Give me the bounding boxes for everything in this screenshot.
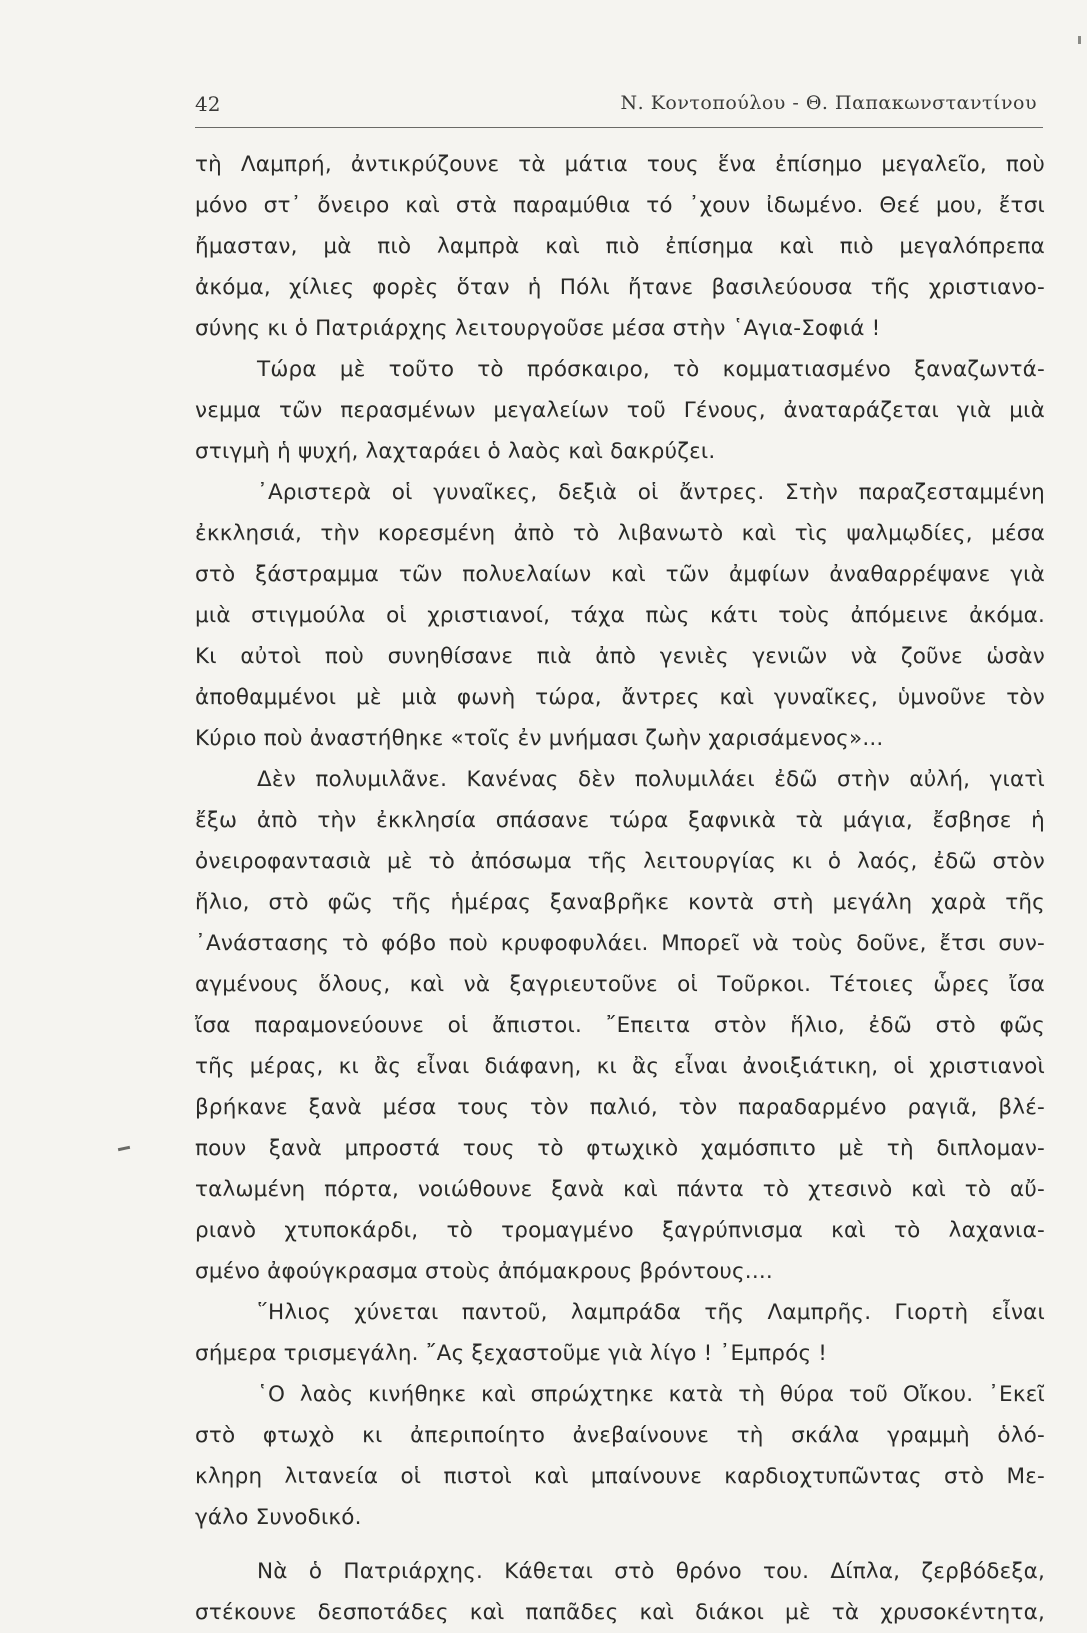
text-line: ριανὸ χτυποκάρδι, τὸ τρομαγμένο ξαγρύπνισμα καὶ τὸ λαχανια- [195,1218,1045,1243]
text-line: κληρη λιτανεία οἱ πιστοὶ καὶ μπαίνουνε καρδιοχτυπῶντας στὸ Με- [195,1464,1045,1489]
text-line: στὸ φτωχὸ κι ἀπεριποίητο ἀνεβαίνουνε τὴ σκάλα γραμμὴ ὁλό- [195,1423,1045,1448]
text-line: νεμμα τῶν περασμένων μεγαλείων τοῦ Γένους, ἀναταράζεται γιὰ μιὰ [195,398,1045,423]
text-line: στιγμὴ ἡ ψυχή, λαχταράει ὁ λαὸς καὶ δακρύζει. [195,439,716,464]
text-line: σήμερα τρισμεγάλη. ῎Ας ξεχαστοῦμε γιὰ λίγο ! ᾽Εμπρός ! [195,1341,828,1366]
text-line: ἥλιο, στὸ φῶς τῆς ἡμέρας ξαναβρῆκε κοντὰ στὴ μεγάλη χαρὰ τῆς [195,890,1045,915]
text-line: Δὲν πολυμιλᾶνε. Κανένας δὲν πολυμιλάει ἐδῶ στὴν αὐλή, γιατὶ [257,767,1045,792]
text-line: Τώρα μὲ τοῦτο τὸ πρόσκαιρο, τὸ κομματιασμένο ξαναζωντά- [257,357,1045,382]
text-line: ἔξω ἀπὸ τὴν ἐκκλησία σπάσανε τώρα ξαφνικὰ τὰ μάγια, ἔσβησε ἡ [195,808,1045,833]
text-line: Κύριο ποὺ ἀναστήθηκε «τοῖς ἐν μνήμασι ζωὴν χαρισάμενος»... [195,726,884,751]
text-line: τὴ Λαμπρή, ἀντικρύζουνε τὰ μάτια τους ἕνα ἐπίσημο μεγαλεῖο, ποὺ [195,152,1045,177]
running-head [195,92,1045,122]
text-line: ταλωμένη πόρτα, νοιώθουνε ξανὰ καὶ πάντα τὸ χτεσινὸ καὶ τὸ αὔ- [195,1177,1045,1202]
text-line: ᾽Αριστερὰ οἱ γυναῖκες, δεξιὰ οἱ ἄντρες. Στὴν παραζεσταμμένη [257,480,1045,505]
text-line: στὸ ξάστραμμα τῶν πολυελαίων καὶ τῶν ἀμφίων ἀναθαρρέψανε γιὰ [195,562,1045,587]
text-line: γάλο Συνοδικό. [195,1505,362,1530]
text-line: ῞Ηλιος χύνεται παντοῦ, λαμπράδα τῆς Λαμπρῆς. Γιορτὴ εἶναι [257,1300,1045,1325]
page-number: 42 [195,92,221,116]
header-rule [195,127,1043,128]
text-line: ῾Ο λαὸς κινήθηκε καὶ σπρώχτηκε κατὰ τὴ θύρα τοῦ Οἴκου. ᾽Εκεῖ [257,1382,1045,1407]
text-line: πουν ξανὰ μπροστά τους τὸ φτωχικὸ χαμόσπιτο μὲ τὴ διπλομαν- [195,1136,1045,1161]
scan-speck [1078,36,1081,44]
text-line: Κι αὐτοὶ ποὺ συνηθίσανε πιὰ ἀπὸ γενιὲς γενιῶν νὰ ζοῦνε ὡσὰν [195,644,1045,669]
margin-mark [118,1146,130,1151]
body-text [195,144,1045,1633]
text-line: τῆς μέρας, κι ἂς εἶναι διάφανη, κι ἂς εἶναι ἀνοιξιάτικη, οἱ χριστιανοὶ [195,1054,1045,1079]
text-line: σύνης κι ὁ Πατριάρχης λειτουργοῦσε μέσα στὴν ῾Αγια-Σοφιά ! [195,316,881,341]
header-authors: Ν. Κοντοπούλου - Θ. Παπακωνσταντίνου [620,92,1037,114]
text-line: ἀκόμα, χίλιες φορὲς ὅταν ἡ Πόλι ἤτανε βασιλεύουσα τῆς χριστιανο- [195,275,1045,300]
text-line: μόνο στ᾽ ὄνειρο καὶ στὰ παραμύθια τό ᾽χουν ἰδωμένο. Θεέ μου, ἔτσι [195,193,1045,218]
paragraph-gap [195,1538,1045,1551]
text-line: σμένο ἀφούγκρασμα στοὺς ἀπόμακρους βρόντους.... [195,1259,773,1284]
text-line: μιὰ στιγμούλα οἱ χριστιανοί, τάχα πὼς κάτι τοὺς ἀπόμεινε ἀκόμα. [195,603,1045,628]
text-line: ἤμασταν, μὰ πιὸ λαμπρὰ καὶ πιὸ ἐπίσημα καὶ πιὸ μεγαλόπρεπα [195,234,1045,259]
text-line: βρήκανε ξανὰ μέσα τους τὸν παλιό, τὸν παραδαρμένο ραγιᾶ, βλέ- [195,1095,1045,1120]
text-line: στέκουνε δεσποτάδες καὶ παπᾶδες καὶ διάκοι μὲ τὰ χρυσοκέντητα, [195,1600,1045,1625]
text-line: Νὰ ὁ Πατριάρχης. Κάθεται στὸ θρόνο του. Δίπλα, ζερβόδεξα, [257,1559,1045,1584]
text-line: ἐκκλησιά, τὴν κορεσμένη ἀπὸ τὸ λιβανωτὸ καὶ τὶς ψαλμῳδίες, μέσα [195,521,1045,546]
text-line: ὀνειροφαντασιὰ μὲ τὸ ἀπόσωμα τῆς λειτουργίας κι ὁ λαός, ἐδῶ στὸν [195,849,1045,874]
text-line: ἴσα παραμονεύουνε οἱ ἄπιστοι. ῎Επειτα στὸν ἥλιο, ἐδῶ στὸ φῶς [195,1013,1045,1038]
text-line: αγμένους ὅλους, καὶ νὰ ξαγριευτοῦνε οἱ Τοῦρκοι. Τέτοιες ὧρες ἴσα [195,972,1045,997]
text-line: ᾽Ανάστασης τὸ φόβο ποὺ κρυφοφυλάει. Μπορεῖ νὰ τοὺς δοῦνε, ἔτσι συν- [195,931,1045,956]
text-line: ἀποθαμμένοι μὲ μιὰ φωνὴ τώρα, ἄντρες καὶ γυναῖκες, ὑμνοῦνε τὸν [195,685,1045,710]
